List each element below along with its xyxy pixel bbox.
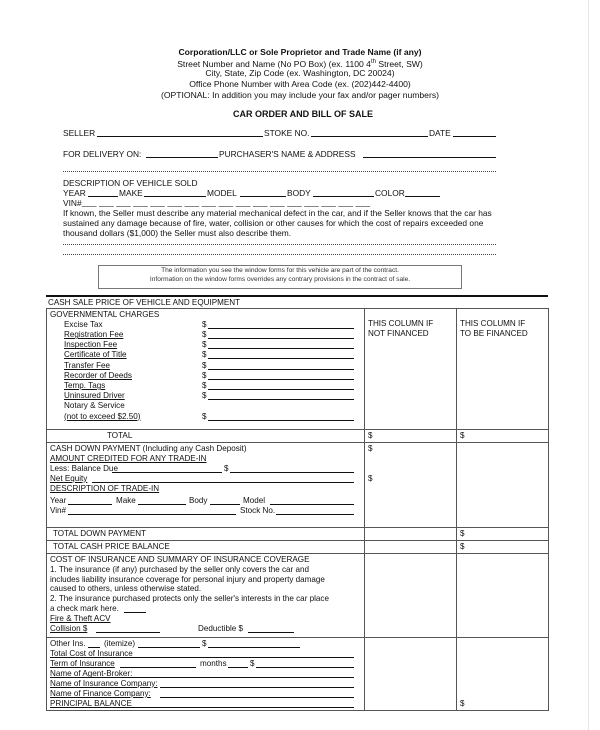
color-label: COLOR [375, 188, 405, 198]
dollar-sign: $ [202, 350, 207, 360]
trade-stock-field[interactable] [276, 514, 354, 515]
trade-credit-label: AMOUNT CREDITED FOR ANY TRADE-IN [50, 453, 207, 463]
total-cash-financed[interactable]: $ [457, 540, 549, 553]
term-label: Term of Insurance [50, 658, 115, 668]
months-label: months [200, 658, 227, 668]
itemize-field[interactable] [138, 647, 200, 648]
trade-vin-field[interactable] [68, 514, 236, 515]
deductible-label: Deductible $ [198, 624, 243, 634]
insurance-details-cell [47, 637, 365, 710]
other-ins-amount[interactable] [208, 647, 300, 648]
net-equity-line[interactable] [92, 482, 354, 483]
purchaser-line-2[interactable] [63, 171, 496, 172]
office-phone: Office Phone Number with Area Code (ex. (202)442-4400) [189, 79, 411, 89]
year-label: YEAR [63, 188, 86, 198]
less-balance-label: Less: Balance Due [50, 463, 118, 473]
insurance-line-1: 1. The insurance (if any) purchased by the seller only covers the car and [50, 564, 309, 574]
trade-stock-label: Stock No. [240, 505, 276, 515]
trade-model-field[interactable] [270, 504, 354, 505]
optional-contact: (OPTIONAL: In addition you may include your fax and/or pager numbers) [160, 90, 439, 100]
trade-year-field[interactable] [68, 504, 112, 505]
insurance-cell [47, 553, 365, 637]
gov-item: Transfer Fee [64, 360, 111, 370]
stoke-no-field[interactable] [311, 136, 428, 137]
details-not-financed [365, 637, 457, 710]
collision-field[interactable] [96, 632, 160, 633]
check-mark-field[interactable] [124, 612, 146, 613]
principal-balance-label: PRINCIPAL BALANCE [50, 698, 132, 708]
dollar-sign: $ [202, 330, 207, 340]
collision-label: Collision $ [50, 624, 88, 634]
amount-line[interactable] [208, 358, 354, 359]
color-field[interactable] [405, 196, 440, 197]
trade-make-field[interactable] [138, 504, 186, 505]
seller-field[interactable] [97, 136, 263, 137]
insurance-financed [457, 553, 549, 637]
total-label: TOTAL [47, 430, 365, 443]
dollar-sign: $ [202, 411, 207, 421]
term-amount[interactable] [256, 667, 354, 668]
vehicle-description-label: DESCRIPTION OF VEHICLE SOLD [63, 178, 198, 188]
total-financed[interactable]: $ [457, 430, 549, 443]
make-label: MAKE [119, 188, 143, 198]
insurance-company-line[interactable] [160, 687, 354, 688]
notice-line-2: Information on the window forms overrides any contrary provisions in the contract of sale. [149, 276, 411, 283]
disclosure-line-2: sustained any damage because of fire, water, collision or other causes for which the cost of repairs exceeded one [63, 218, 484, 228]
dollar-sign: $ [202, 391, 207, 401]
financed-column-header [457, 309, 549, 430]
total-not-financed[interactable]: $ [365, 430, 457, 443]
trade-make-label: Make [116, 495, 136, 505]
down-not-financed [365, 442, 457, 527]
total-down-financed[interactable]: $ [457, 527, 549, 540]
fire-theft-label: Fire & Theft ACV [50, 614, 111, 624]
gov-item: Excise Tax [64, 319, 103, 329]
dollar-sign: $ [224, 463, 229, 473]
principal-balance-line[interactable] [50, 707, 354, 708]
insurance-line-3: caused to others, unless otherwise stated. [50, 584, 202, 594]
dollar-sign: $ [202, 360, 207, 370]
not-financed-label-1: THIS COLUMN IF [368, 319, 434, 328]
total-cost-line[interactable] [50, 657, 354, 658]
finance-company-label: Name of Finance Company: [50, 688, 151, 698]
model-label: MODEL [207, 188, 237, 198]
defect-line-1[interactable] [63, 244, 496, 245]
net-equity-label: Net Equity [50, 473, 88, 483]
amount-line[interactable] [208, 379, 354, 380]
purchaser-field[interactable] [363, 157, 496, 158]
finance-company-line[interactable] [160, 697, 354, 698]
gov-item: Registration Fee [64, 330, 124, 340]
cash-down-label: CASH DOWN PAYMENT (Including any Cash Deposit) [50, 443, 247, 453]
purchaser-label: PURCHASER'S NAME & ADDRESS [219, 149, 356, 159]
city-state-zip: City, State, Zip Code (ex. Washington, DC 20024) [205, 68, 395, 78]
defect-line-2[interactable] [63, 254, 496, 255]
agent-broker-label: Name of Agent-Broker: [50, 668, 133, 678]
insurance-not-financed [365, 553, 457, 637]
amount-line[interactable] [208, 369, 354, 370]
insurance-line-2: includes liability insurance coverage for personal injury and property damage [50, 574, 325, 584]
notice-line-1: The information you see the window forms for this vehicle are part of the contract. [161, 267, 399, 274]
less-balance-line[interactable] [112, 472, 222, 473]
itemize-label: (itemize) [104, 638, 136, 648]
other-ins-label: Other Ins. [50, 638, 86, 648]
delivery-field[interactable] [146, 157, 218, 158]
gov-item: Temp. Tags [64, 381, 106, 391]
less-balance-amount[interactable] [230, 472, 354, 473]
document-title: CAR ORDER AND BILL OF SALE [233, 109, 374, 119]
total-down-not-financed[interactable] [365, 527, 457, 540]
dollar-sign: $ [250, 658, 255, 668]
vin-label: VIN# [63, 198, 82, 208]
gov-item: Uninsured Driver [64, 391, 125, 401]
stoke-no-label: STOKE NO. [264, 128, 310, 138]
dollar-sign: $ [202, 381, 207, 391]
delivery-label: FOR DELIVERY ON: [63, 149, 142, 159]
financed-label-2: TO BE FINANCED [460, 328, 528, 338]
trade-model-label: Model [243, 495, 266, 505]
street-address: Street Number and Name (No PO Box) (ex. 1100 4th Street, SW) [177, 58, 423, 69]
trade-in-desc-label: DESCRIPTION OF TRADE-IN [50, 483, 160, 493]
dollar-sign: $ [202, 370, 207, 380]
details-financed [457, 637, 549, 710]
agent-broker-line[interactable] [50, 677, 354, 678]
principal-balance-dollar[interactable]: $ [460, 698, 465, 708]
insurance-heading: COST OF INSURANCE AND SUMMARY OF INSURANCE COVERAGE [50, 554, 310, 564]
financed-label-1: THIS COLUMN IF [460, 319, 526, 328]
body-label: BODY [287, 188, 311, 198]
disclosure-line-3: thousand dollars ($1,000) the Seller must also describe them. [63, 228, 292, 238]
other-ins-line[interactable] [88, 647, 100, 648]
cash-sale-heading: CASH SALE PRICE OF VEHICLE AND EQUIPMENT [48, 298, 241, 307]
amount-line[interactable] [208, 389, 354, 390]
insurance-line-5: a check mark here. [50, 604, 119, 614]
section-divider [46, 295, 548, 297]
date-label: DATE [429, 128, 451, 138]
trade-year-label: Year [50, 495, 67, 505]
company-name: Corporation/LLC or Sole Proprietor and Trade Name (if any) [178, 47, 422, 57]
dollar-sign: $ [202, 319, 207, 329]
down-payment-cell [47, 442, 365, 527]
gov-charges-heading: GOVERNMENTAL CHARGES [50, 310, 160, 319]
amount-line[interactable] [208, 420, 354, 421]
net-equity-dollar[interactable]: $ [368, 473, 373, 483]
cash-down-dollar[interactable]: $ [368, 443, 373, 453]
date-field[interactable] [453, 136, 496, 137]
total-cash-not-financed[interactable] [365, 540, 457, 553]
trade-vin-label: Vin# [50, 505, 67, 515]
not-financed-column-header [365, 309, 457, 430]
trade-body-label: Body [189, 495, 208, 505]
amount-line[interactable] [208, 399, 354, 400]
gov-item: Notary & Service [64, 401, 125, 411]
dollar-sign: $ [202, 638, 207, 648]
amount-line[interactable] [208, 348, 354, 349]
amount-line[interactable] [208, 338, 354, 339]
down-financed [457, 442, 549, 527]
vin-blanks[interactable]: ___ ___ ___ ___ ___ ___ ___ ___ ___ ___ ___ ___ ___ ___ ___ ___ ___ [82, 197, 371, 207]
months-line[interactable] [228, 667, 248, 668]
deductible-field[interactable] [248, 632, 294, 633]
charges-table [46, 308, 549, 711]
disclosure-line-1: If known, the Seller must describe any material mechanical defect in the car, and if the Seller knows that the car has [63, 208, 492, 218]
not-financed-label-2: NOT FINANCED [368, 328, 429, 338]
gov-item: Inspection Fee [64, 340, 118, 350]
seller-label: SELLER [63, 128, 96, 138]
trade-body-field[interactable] [210, 504, 240, 505]
dollar-sign: $ [202, 340, 207, 350]
window-form-notice [98, 265, 462, 289]
amount-line[interactable] [208, 328, 354, 329]
total-down-label: TOTAL DOWN PAYMENT [47, 527, 365, 540]
gov-charges-cell [47, 309, 365, 430]
term-field[interactable] [120, 667, 196, 668]
total-cost-label: Total Cost of Insurance [50, 648, 133, 658]
total-cash-label: TOTAL CASH PRICE BALANCE [47, 540, 365, 553]
gov-item: Recorder of Deeds [64, 370, 132, 380]
notary-note: (not to exceed $2.50) [64, 411, 141, 421]
insurance-line-4: 2. The insurance purchased protects only the seller's interests in the car place [50, 594, 329, 604]
insurance-company-label: Name of Insurance Company: [50, 678, 158, 688]
gov-item: Certificate of Title [64, 350, 127, 360]
